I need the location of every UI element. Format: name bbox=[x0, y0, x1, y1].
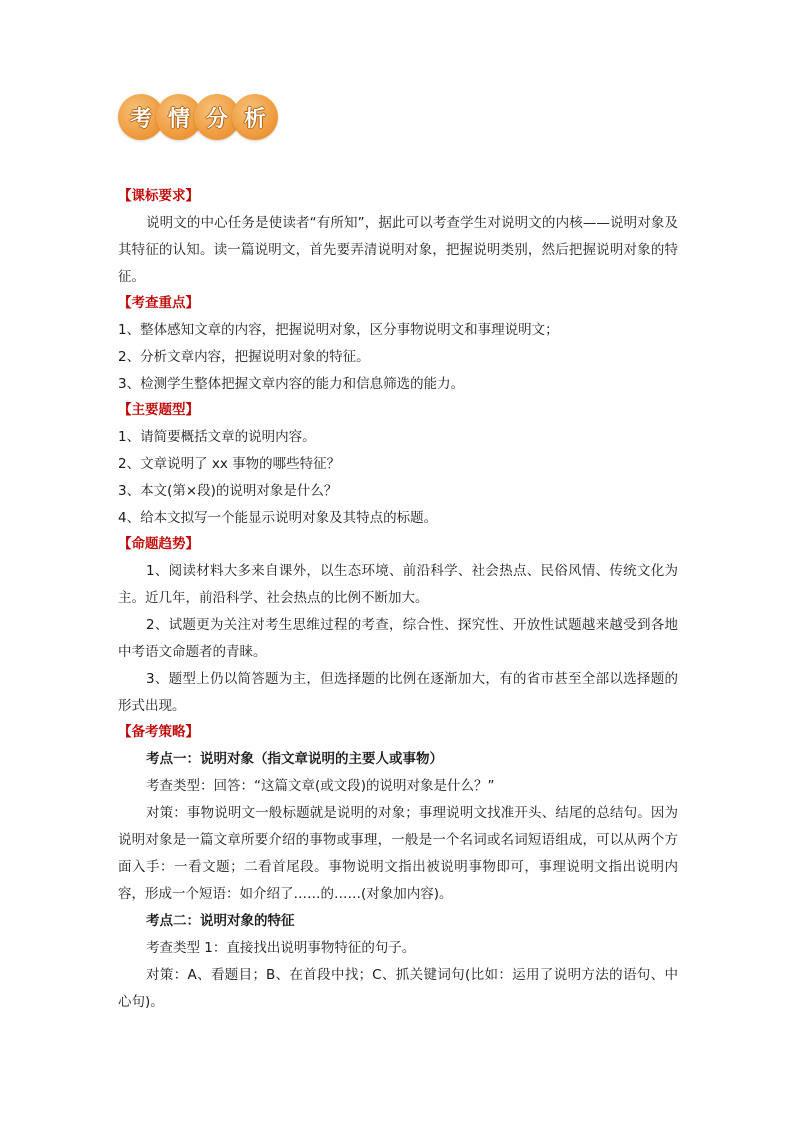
point-one-heading: 考点一：说明对象（指文章说明的主要人或事物） bbox=[146, 751, 443, 767]
point-one-strategy: 对策：事物说明文一般标题就是说明的对象；事理说明文找准开头、结尾的总结句。因为说明对象是一篇文章所要介绍的事物或事理，一般是一个名词或名词短语组成，可以从两个方面入手：一看文题；二看首尾段。事物说明文指出被说明事物即可，事理说明文指出说明内容，形成一个短语：如介绍了……的……(对象加内容)。 bbox=[118, 805, 678, 902]
section-title-curriculum: 【课标要求】 bbox=[118, 188, 199, 204]
document-body bbox=[118, 184, 678, 1016]
point-one-type: 考查类型：回答：“这篇文章(或文段)的说明对象是什么？” bbox=[146, 778, 495, 794]
exam-analysis-header bbox=[118, 94, 278, 144]
list-item: 3、检测学生整体把握文章内容的能力和信息筛选的能力。 bbox=[118, 376, 465, 392]
section-title-key-points: 【考查重点】 bbox=[118, 295, 199, 311]
point-two-strategy: 对策：A、看题目；B、在首段中找；C、抓关键词句(比如：运用了说明方法的语句、中心句)。 bbox=[118, 967, 678, 1010]
list-item: 1、请简要概括文章的说明内容。 bbox=[118, 429, 316, 445]
header-badge-char: 情 bbox=[167, 106, 190, 132]
header-badge-char: 考 bbox=[129, 106, 152, 132]
point-two-heading: 考点二：说明对象的特征 bbox=[146, 913, 295, 929]
list-item: 3、本文(第×段)的说明对象是什么？ bbox=[118, 483, 338, 499]
list-item: 2、文章说明了 xx 事物的哪些特征？ bbox=[118, 456, 341, 472]
point-two-type: 考查类型 1：直接找出说明事物特征的句子。 bbox=[146, 940, 416, 956]
trend-paragraph: 3、题型上仍以简答题为主，但选择题的比例在逐渐加大，有的省市甚至全部以选择题的形式出现。 bbox=[118, 671, 678, 714]
list-item: 1、整体感知文章的内容，把握说明对象，区分事物说明文和事理说明文； bbox=[118, 322, 559, 338]
list-item: 2、分析文章内容，把握说明对象的特征。 bbox=[118, 349, 370, 365]
section-title-question-types: 【主要题型】 bbox=[118, 402, 199, 418]
section-title-trends: 【命题趋势】 bbox=[118, 536, 199, 552]
trend-paragraph: 1、阅读材料大多来自课外，以生态环境、前沿科学、社会热点、民俗风情、传统文化为主。近几年，前沿科学、社会热点的比例不断加大。 bbox=[118, 563, 678, 606]
trend-paragraph: 2、试题更为关注对考生思维过程的考查，综合性、探究性、开放性试题越来越受到各地中考语文命题者的青睐。 bbox=[118, 617, 678, 660]
header-badge-char: 分 bbox=[205, 106, 228, 132]
list-item: 4、给本文拟写一个能显示说明对象及其特点的标题。 bbox=[118, 510, 438, 526]
curriculum-paragraph: 说明文的中心任务是使读者“有所知”，据此可以考查学生对说明文的内核——说明对象及其特征的认知。读一篇说明文，首先要弄清说明对象，把握说明类别，然后把握说明对象的特征。 bbox=[118, 215, 678, 285]
header-badge bbox=[232, 94, 278, 140]
header-badge-char: 析 bbox=[243, 106, 266, 132]
section-title-strategy: 【备考策略】 bbox=[118, 724, 199, 740]
